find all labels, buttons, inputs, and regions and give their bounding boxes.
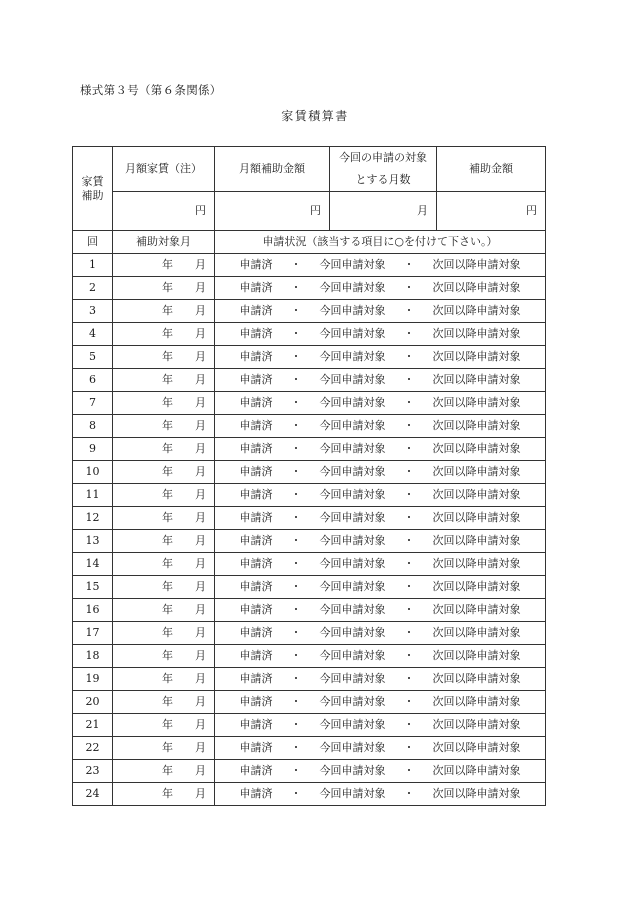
target-month-field[interactable] [113, 530, 215, 553]
round-header: 回 [73, 231, 113, 254]
status-current-option[interactable]: 今回申請対象 [319, 580, 386, 594]
table-row [73, 346, 546, 369]
status-current-option[interactable]: 今回申請対象 [319, 304, 386, 318]
status-cell [215, 530, 546, 553]
status-next-option[interactable]: 次回以降申請対象 [432, 304, 521, 318]
separator: ・ [290, 327, 302, 341]
table-row [73, 737, 546, 760]
status-applied-option[interactable]: 申請済 [239, 396, 273, 410]
target-month-field[interactable] [113, 599, 215, 622]
status-next-option[interactable]: 次回以降申請対象 [432, 281, 521, 295]
table-row [73, 415, 546, 438]
status-applied-option[interactable]: 申請済 [239, 465, 273, 479]
table-row [73, 254, 546, 277]
status-current-option[interactable]: 今回申請対象 [319, 350, 386, 364]
status-applied-option[interactable]: 申請済 [239, 281, 273, 295]
year-label: 年 [162, 304, 173, 318]
status-cell [215, 277, 546, 300]
status-applied-option[interactable]: 申請済 [239, 258, 273, 272]
year-label: 年 [162, 327, 173, 341]
status-current-option[interactable]: 今回申請対象 [319, 511, 386, 525]
target-month-field[interactable] [113, 576, 215, 599]
year-label: 年 [162, 511, 173, 525]
separator: ・ [290, 672, 302, 686]
separator: ・ [403, 350, 415, 364]
target-month-field[interactable] [113, 553, 215, 576]
status-cell [215, 392, 546, 415]
status-cell [215, 484, 546, 507]
status-current-option[interactable]: 今回申請対象 [319, 741, 386, 755]
separator: ・ [403, 419, 415, 433]
separator: ・ [403, 304, 415, 318]
table-row [73, 461, 546, 484]
status-current-option[interactable]: 今回申請対象 [319, 603, 386, 617]
status-cell [215, 645, 546, 668]
status-applied-option[interactable]: 申請済 [239, 603, 273, 617]
year-label: 年 [162, 258, 173, 272]
status-cell [215, 576, 546, 599]
status-applied-option[interactable]: 申請済 [239, 534, 273, 548]
round-number: 14 [73, 553, 113, 576]
year-label: 年 [162, 580, 173, 594]
form-number-label: 様式第３号（第６条関係） [80, 83, 222, 97]
status-cell [215, 438, 546, 461]
status-current-option[interactable]: 今回申請対象 [319, 557, 386, 571]
status-next-option[interactable]: 次回以降申請対象 [432, 557, 521, 571]
status-current-option[interactable]: 今回申請対象 [319, 465, 386, 479]
round-number: 10 [73, 461, 113, 484]
rent-calculation-table [72, 146, 546, 806]
month-label: 月 [195, 373, 206, 387]
status-next-option[interactable]: 次回以降申請対象 [432, 580, 521, 594]
month-label: 月 [195, 511, 206, 525]
status-applied-option[interactable]: 申請済 [239, 350, 273, 364]
year-label: 年 [162, 787, 173, 801]
table-row [73, 484, 546, 507]
round-number: 11 [73, 484, 113, 507]
separator: ・ [403, 281, 415, 295]
separator: ・ [290, 258, 302, 272]
target-month-field[interactable] [113, 484, 215, 507]
year-label: 年 [162, 649, 173, 663]
status-next-option[interactable]: 次回以降申請対象 [432, 350, 521, 364]
target-month-field[interactable] [113, 691, 215, 714]
separator: ・ [290, 396, 302, 410]
status-cell [215, 622, 546, 645]
separator: ・ [403, 764, 415, 778]
separator: ・ [290, 442, 302, 456]
status-next-option[interactable]: 次回以降申請対象 [432, 695, 521, 709]
round-number: 19 [73, 668, 113, 691]
month-label: 月 [195, 396, 206, 410]
round-number: 20 [73, 691, 113, 714]
target-month-field[interactable] [113, 760, 215, 783]
round-number: 18 [73, 645, 113, 668]
status-cell [215, 668, 546, 691]
status-next-option[interactable]: 次回以降申請対象 [432, 373, 521, 387]
table-row [73, 438, 546, 461]
status-applied-option[interactable]: 申請済 [239, 580, 273, 594]
status-next-option[interactable]: 次回以降申請対象 [432, 787, 521, 801]
separator: ・ [290, 488, 302, 502]
month-label: 月 [195, 488, 206, 502]
separator: ・ [290, 557, 302, 571]
separator: ・ [290, 718, 302, 732]
separator: ・ [290, 534, 302, 548]
status-applied-option[interactable]: 申請済 [239, 511, 273, 525]
round-number: 13 [73, 530, 113, 553]
separator: ・ [403, 534, 415, 548]
status-next-option[interactable]: 次回以降申請対象 [432, 419, 521, 433]
target-month-field[interactable] [113, 507, 215, 530]
target-month-field[interactable] [113, 668, 215, 691]
month-label: 月 [195, 764, 206, 778]
status-applied-option[interactable]: 申請済 [239, 373, 273, 387]
round-number: 7 [73, 392, 113, 415]
document-title: 家賃積算書 [281, 109, 349, 123]
status-applied-option[interactable]: 申請済 [239, 787, 273, 801]
status-next-option[interactable]: 次回以降申請対象 [432, 764, 521, 778]
status-cell [215, 461, 546, 484]
month-label: 月 [195, 350, 206, 364]
target-month-field[interactable] [113, 415, 215, 438]
separator: ・ [403, 465, 415, 479]
separator: ・ [290, 741, 302, 755]
month-label: 月 [195, 695, 206, 709]
month-label: 月 [195, 304, 206, 318]
round-number: 6 [73, 369, 113, 392]
target-month-field[interactable] [113, 438, 215, 461]
separator: ・ [403, 557, 415, 571]
status-cell [215, 346, 546, 369]
status-current-option[interactable]: 今回申請対象 [319, 258, 386, 272]
table-row [73, 622, 546, 645]
month-label: 月 [195, 258, 206, 272]
target-month-header: 補助対象月 [113, 231, 215, 254]
separator: ・ [403, 442, 415, 456]
target-month-field[interactable] [113, 737, 215, 760]
year-label: 年 [162, 465, 173, 479]
round-number: 3 [73, 300, 113, 323]
monthly-rent-field[interactable]: 円 [113, 192, 215, 231]
status-next-option[interactable]: 次回以降申請対象 [432, 327, 521, 341]
status-next-option[interactable]: 次回以降申請対象 [432, 396, 521, 410]
separator: ・ [290, 695, 302, 709]
separator: ・ [403, 327, 415, 341]
status-current-option[interactable]: 今回申請対象 [319, 373, 386, 387]
status-applied-option[interactable]: 申請済 [239, 304, 273, 318]
month-label: 月 [195, 741, 206, 755]
year-label: 年 [162, 672, 173, 686]
round-number: 5 [73, 346, 113, 369]
status-next-option[interactable]: 次回以降申請対象 [432, 718, 521, 732]
status-current-option[interactable]: 今回申請対象 [319, 488, 386, 502]
status-applied-option[interactable]: 申請済 [239, 488, 273, 502]
separator: ・ [290, 787, 302, 801]
table-row [73, 300, 546, 323]
separator: ・ [403, 741, 415, 755]
status-applied-option[interactable]: 申請済 [239, 626, 273, 640]
status-current-option[interactable]: 今回申請対象 [319, 764, 386, 778]
status-cell [215, 415, 546, 438]
target-months-field[interactable]: 月 [330, 192, 437, 231]
month-label: 月 [195, 442, 206, 456]
status-applied-option[interactable]: 申請済 [239, 764, 273, 778]
status-applied-option[interactable]: 申請済 [239, 419, 273, 433]
monthly-subsidy-header: 月額補助金額 [215, 147, 330, 192]
table-row [73, 553, 546, 576]
status-applied-option[interactable]: 申請済 [239, 327, 273, 341]
table-row [73, 576, 546, 599]
separator: ・ [290, 304, 302, 318]
target-months-header: 今回の申請の対象 とする月数 [330, 147, 437, 192]
status-cell [215, 599, 546, 622]
status-current-option[interactable]: 今回申請対象 [319, 396, 386, 410]
round-number: 23 [73, 760, 113, 783]
round-number: 21 [73, 714, 113, 737]
table-row [73, 392, 546, 415]
table-row [73, 668, 546, 691]
status-current-option[interactable]: 今回申請対象 [319, 649, 386, 663]
round-number: 2 [73, 277, 113, 300]
month-label: 月 [195, 718, 206, 732]
status-applied-option[interactable]: 申請済 [239, 649, 273, 663]
year-label: 年 [162, 350, 173, 364]
status-cell [215, 300, 546, 323]
separator: ・ [290, 373, 302, 387]
rent-subsidy-side-label: 家賃 補助 [73, 147, 113, 231]
target-month-field[interactable] [113, 300, 215, 323]
round-number: 15 [73, 576, 113, 599]
subsidy-amount-header: 補助金額 [437, 147, 546, 192]
year-label: 年 [162, 741, 173, 755]
status-applied-option[interactable]: 申請済 [239, 741, 273, 755]
separator: ・ [290, 764, 302, 778]
separator: ・ [403, 718, 415, 732]
table-row [73, 645, 546, 668]
separator: ・ [290, 350, 302, 364]
separator: ・ [290, 649, 302, 663]
round-number: 24 [73, 783, 113, 806]
month-label: 月 [195, 465, 206, 479]
status-applied-option[interactable]: 申請済 [239, 695, 273, 709]
table-row [73, 760, 546, 783]
round-number: 8 [73, 415, 113, 438]
year-label: 年 [162, 534, 173, 548]
status-cell [215, 254, 546, 277]
round-number: 16 [73, 599, 113, 622]
month-label: 月 [195, 649, 206, 663]
year-label: 年 [162, 695, 173, 709]
status-current-option[interactable]: 今回申請対象 [319, 787, 386, 801]
separator: ・ [290, 419, 302, 433]
year-label: 年 [162, 718, 173, 732]
separator: ・ [403, 603, 415, 617]
target-month-field[interactable] [113, 461, 215, 484]
status-cell [215, 760, 546, 783]
year-label: 年 [162, 373, 173, 387]
status-cell [215, 507, 546, 530]
status-cell [215, 714, 546, 737]
status-current-option[interactable]: 今回申請対象 [319, 281, 386, 295]
status-applied-option[interactable]: 申請済 [239, 442, 273, 456]
target-month-field[interactable] [113, 622, 215, 645]
separator: ・ [403, 787, 415, 801]
round-number: 22 [73, 737, 113, 760]
target-month-field[interactable] [113, 323, 215, 346]
separator: ・ [403, 396, 415, 410]
round-number: 4 [73, 323, 113, 346]
table-row [73, 530, 546, 553]
separator: ・ [403, 580, 415, 594]
year-label: 年 [162, 764, 173, 778]
status-applied-option[interactable]: 申請済 [239, 718, 273, 732]
separator: ・ [290, 580, 302, 594]
separator: ・ [290, 465, 302, 479]
status-cell [215, 323, 546, 346]
table-row [73, 323, 546, 346]
round-number: 17 [73, 622, 113, 645]
target-month-field[interactable] [113, 254, 215, 277]
separator: ・ [290, 511, 302, 525]
round-number: 1 [73, 254, 113, 277]
status-applied-option[interactable]: 申請済 [239, 557, 273, 571]
status-applied-option[interactable]: 申請済 [239, 672, 273, 686]
month-label: 月 [195, 626, 206, 640]
month-label: 月 [195, 534, 206, 548]
month-label: 月 [195, 603, 206, 617]
separator: ・ [403, 649, 415, 663]
month-label: 月 [195, 672, 206, 686]
year-label: 年 [162, 419, 173, 433]
table-row [73, 783, 546, 806]
round-number: 9 [73, 438, 113, 461]
year-label: 年 [162, 603, 173, 617]
status-current-option[interactable]: 今回申請対象 [319, 718, 386, 732]
year-label: 年 [162, 626, 173, 640]
separator: ・ [290, 281, 302, 295]
status-next-option[interactable]: 次回以降申請対象 [432, 442, 521, 456]
target-month-field[interactable] [113, 783, 215, 806]
status-current-option[interactable]: 今回申請対象 [319, 442, 386, 456]
status-cell [215, 691, 546, 714]
status-cell [215, 783, 546, 806]
table-row [73, 507, 546, 530]
table-row [73, 691, 546, 714]
status-current-option[interactable]: 今回申請対象 [319, 419, 386, 433]
separator: ・ [403, 258, 415, 272]
status-next-option[interactable]: 次回以降申請対象 [432, 672, 521, 686]
month-label: 月 [195, 419, 206, 433]
year-label: 年 [162, 442, 173, 456]
table-row [73, 599, 546, 622]
target-month-field[interactable] [113, 392, 215, 415]
separator: ・ [290, 626, 302, 640]
monthly-rent-header: 月額家賃（注） [113, 147, 215, 192]
status-current-option[interactable]: 今回申請対象 [319, 695, 386, 709]
target-month-field[interactable] [113, 369, 215, 392]
status-next-option[interactable]: 次回以降申請対象 [432, 626, 521, 640]
separator: ・ [290, 603, 302, 617]
year-label: 年 [162, 281, 173, 295]
subsidy-amount-field[interactable]: 円 [437, 192, 546, 231]
status-cell [215, 369, 546, 392]
separator: ・ [403, 511, 415, 525]
status-next-option[interactable]: 次回以降申請対象 [432, 741, 521, 755]
target-month-field[interactable] [113, 714, 215, 737]
status-next-option[interactable]: 次回以降申請対象 [432, 258, 521, 272]
application-status-header: 申請状況（該当する項目に○を付けて下さい。） [215, 231, 546, 254]
target-month-field[interactable] [113, 645, 215, 668]
status-next-option[interactable]: 次回以降申請対象 [432, 649, 521, 663]
status-next-option[interactable]: 次回以降申請対象 [432, 603, 521, 617]
status-next-option[interactable]: 次回以降申請対象 [432, 488, 521, 502]
status-next-option[interactable]: 次回以降申請対象 [432, 534, 521, 548]
month-label: 月 [195, 327, 206, 341]
month-label: 月 [195, 281, 206, 295]
round-number: 12 [73, 507, 113, 530]
table-row [73, 369, 546, 392]
status-current-option[interactable]: 今回申請対象 [319, 327, 386, 341]
table-row [73, 277, 546, 300]
separator: ・ [403, 672, 415, 686]
status-current-option[interactable]: 今回申請対象 [319, 672, 386, 686]
status-next-option[interactable]: 次回以降申請対象 [432, 511, 521, 525]
table-row [73, 714, 546, 737]
monthly-subsidy-field[interactable]: 円 [215, 192, 330, 231]
status-current-option[interactable]: 今回申請対象 [319, 534, 386, 548]
year-label: 年 [162, 488, 173, 502]
status-cell [215, 553, 546, 576]
status-current-option[interactable]: 今回申請対象 [319, 626, 386, 640]
target-month-field[interactable] [113, 346, 215, 369]
target-month-field[interactable] [113, 277, 215, 300]
status-cell [215, 737, 546, 760]
year-label: 年 [162, 557, 173, 571]
separator: ・ [403, 488, 415, 502]
status-next-option[interactable]: 次回以降申請対象 [432, 465, 521, 479]
separator: ・ [403, 626, 415, 640]
month-label: 月 [195, 557, 206, 571]
month-label: 月 [195, 580, 206, 594]
year-label: 年 [162, 396, 173, 410]
month-label: 月 [195, 787, 206, 801]
separator: ・ [403, 373, 415, 387]
separator: ・ [403, 695, 415, 709]
